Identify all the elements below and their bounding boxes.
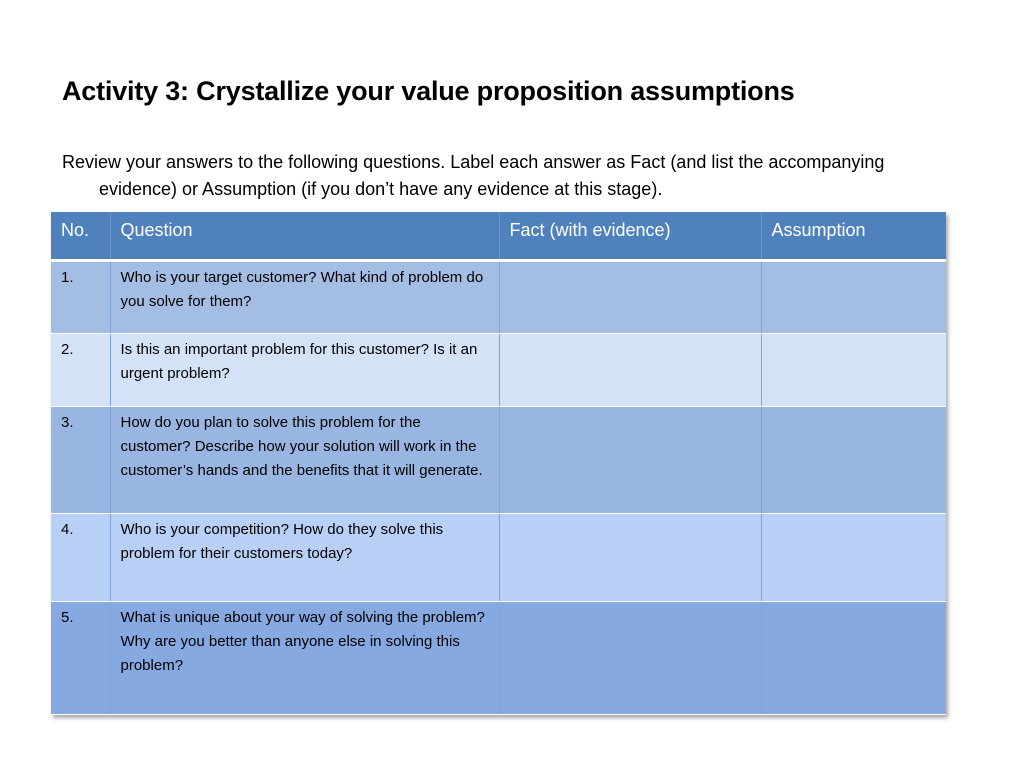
row-assumption-cell[interactable] xyxy=(761,260,946,333)
table-row xyxy=(51,406,946,513)
header-question: Question xyxy=(110,212,499,260)
row-question: Who is your competition? How do they solve this problem for their customers today? xyxy=(110,513,499,601)
assumptions-table xyxy=(51,212,946,715)
row-number: 5. xyxy=(51,601,110,714)
table-header-row xyxy=(51,212,946,260)
row-fact-cell[interactable] xyxy=(499,260,761,333)
slide-instructions: Review your answers to the following questions. Label each answer as Fact (and list the accompanying evidence) or Assumption (if you don’t have any evidence at this stage). xyxy=(62,152,885,199)
header-fact: Fact (with evidence) xyxy=(499,212,761,260)
row-number: 2. xyxy=(51,333,110,406)
assumptions-table-container xyxy=(51,212,946,715)
row-assumption-cell[interactable] xyxy=(761,513,946,601)
header-assumption: Assumption xyxy=(761,212,946,260)
table-row xyxy=(51,260,946,333)
table-row xyxy=(51,333,946,406)
slide-title: Activity 3: Crystallize your value proposition assumptions xyxy=(62,76,795,106)
table-row xyxy=(51,513,946,601)
row-number: 1. xyxy=(51,260,110,333)
row-question: Is this an important problem for this customer? Is it an urgent problem? xyxy=(110,333,499,406)
row-number: 4. xyxy=(51,513,110,601)
row-question: How do you plan to solve this problem for the customer? Describe how your solution will work in the customer’s hands and the benefits that it will generate. xyxy=(110,406,499,513)
row-number: 3. xyxy=(51,406,110,513)
row-fact-cell[interactable] xyxy=(499,333,761,406)
row-assumption-cell[interactable] xyxy=(761,333,946,406)
row-question: Who is your target customer? What kind of problem do you solve for them? xyxy=(110,260,499,333)
row-question: What is unique about your way of solving the problem? Why are you better than anyone else in solving this problem? xyxy=(110,601,499,714)
row-fact-cell[interactable] xyxy=(499,513,761,601)
table-row xyxy=(51,601,946,714)
row-assumption-cell[interactable] xyxy=(761,601,946,714)
row-fact-cell[interactable] xyxy=(499,601,761,714)
row-fact-cell[interactable] xyxy=(499,406,761,513)
row-assumption-cell[interactable] xyxy=(761,406,946,513)
header-no: No. xyxy=(51,212,110,260)
